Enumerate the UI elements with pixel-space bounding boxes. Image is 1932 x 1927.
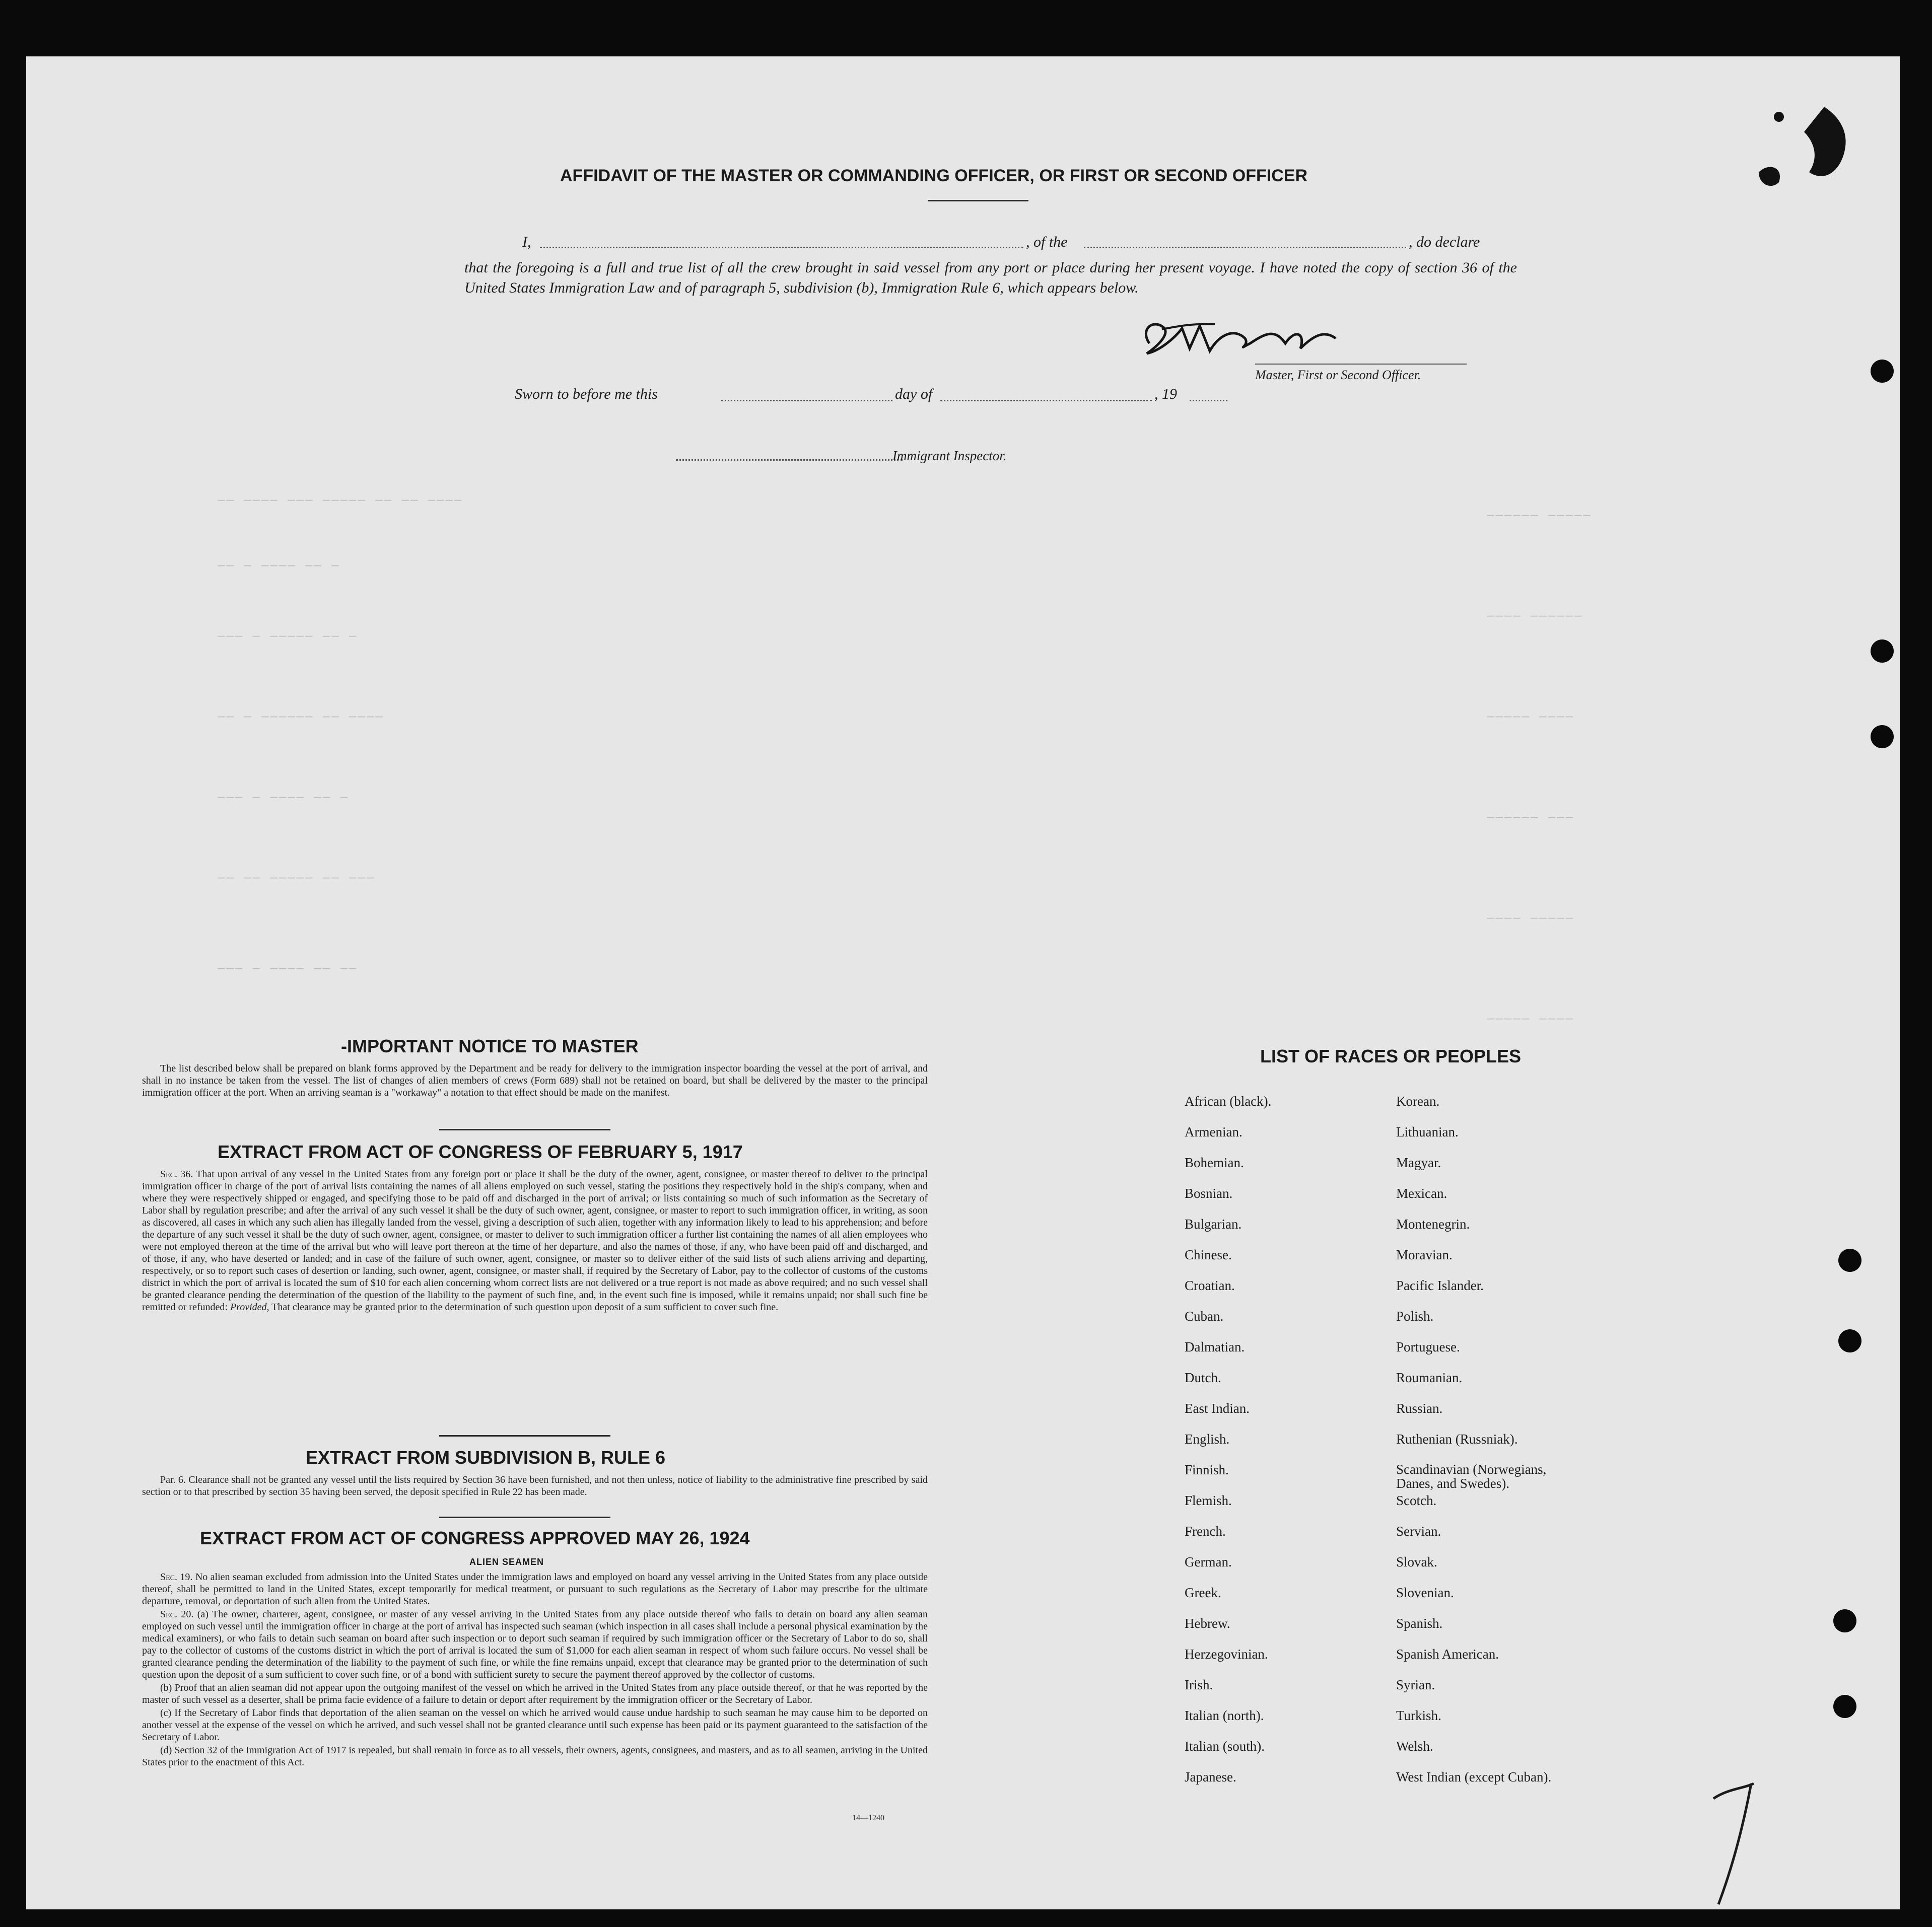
race-item: Armenian.: [1185, 1124, 1243, 1139]
handwritten-check-mark: [1703, 1768, 1764, 1909]
race-item: Dutch.: [1185, 1370, 1221, 1385]
race-item: Roumanian.: [1396, 1370, 1463, 1385]
notice-paragraph: The list described below shall be prepared on blank forms approved by the Department and be ready for delivery to the immigration inspector boarding the vessel at the port of arrival, and shall in no instance be taken from the vessel. The list of changes of alien members of crews (Form 689) shall not be retained on board, but shall be delivered by the master to the principal immigration officer at the port. When an arriving seaman is a "workaway" a notation to that effect should be made on the manifest.: [142, 1063, 928, 1098]
alien-seamen-subtitle: ALIEN SEAMEN: [469, 1557, 544, 1567]
race-item: Welsh.: [1396, 1739, 1433, 1754]
race-item: Slovenian.: [1396, 1585, 1454, 1600]
race-item: Scotch.: [1396, 1493, 1437, 1508]
race-item: Polish.: [1396, 1309, 1434, 1324]
extract-1917-body: [142, 1168, 928, 1314]
document-page: ── ──── ─── ───── ── ── ──── ── ─ ──── ── ─ ─── ─ ───── ── ─ ── ─ ────── ── ──── ─── ─ ──── ── ─ ── ── ───── ── ─── ─── ─ ──── ── ── ────── ───── ──── ────── ───── ──── ────── ─── ──── ───── ───── ──── AFFIDAVIT OF THE MASTER OR COMMANDING OFFICER, OR FIRST OR SECOND OFFICER I, , of the , do declare that the foregoing is a full and true list of all the crew brought in said vessel from any port or place during her present voyage. I have noted the copy of section 36 of the United States Immigration Law and of paragraph 5, subdivision (b), Immigration Rule 6, which appears below. Master, First or Second Officer. Sworn to before me this day of , 19 Immigrant Inspector. -IMPORTANT NOTICE TO MASTER The list described below shall be prepared on blank forms approved by the Department and be ready for delivery to the immigration inspector boarding the vessel at the port of arrival, and shall in no instance be taken from the vessel. The list of changes of alien members of crews (Form 689) shall not be retained on board, but shall be delivered by the master to the principal immigration officer at the port. When an arriving seaman is a "workaway" a notation to that effect should be made on the manifest. EXTRACT FROM ACT OF CONGRESS OF FEBRUARY 5, 1917 Sec. 36. That upon arrival of any vessel in the United States from any foreign port or place it shall be the duty of the owner, agent, consignee, or master thereof to deliver to the principal immigration officer in charge of the port of arrival lists containing the names of all aliens employed on such vessel, stating the positions they respectively hold in the ship's company, when and where they were respectively shipped or engaged, and specifying those to be paid off and discharged in the port of arrival; or lists containing so much of such information as the Secretary of Labor shall by regulation prescribe; and after the arrival of any such vessel it shall be the duty of such owner, agent, consignee, or master to report to such immigration officer, in writing, as soon as discovered, all cases in which any such alien has illegally landed from the vessel, giving a description of such alien, together with any information likely to lead to his apprehension; and before the departure of any such vessel it shall be the duty of such owner, agent, consignee, or master to deliver to such immigration officer a further list containing the names of all alien employees who were not employed thereon at the time of the arrival but who will leave port thereon at the time of her departure, and also the names of those, if any, who have been paid off and discharged, and of those, if any, who have deserted or landed; and in case of the failure of such owner, agent, consignee, or master so to deliver either of the said lists of such aliens arriving and departing, respectively, or so to report such cases of desertion or landing, such owner, agent, consignee, or master shall, if required by the Secretary of Labor, pay to the collector of customs of the customs district in which the port of arrival is located the sum of $10 for each alien concerning whom correct lists are not delivered or a true report is not made as above required; and no such vessel shall be granted clearance pending the determination of the question of the liability to the payment of such fine, and, in the event such fine is imposed, while it remains unpaid; nor shall such fine be remitted or refunded: Provided, That clearance may be granted prior to the determination of such question upon deposit of a sum sufficient to cover such fine. EXTRACT FROM SUBDIVISION B, RULE 6 Par. 6. Clearance shall not be granted any vessel until the lists required by Section 36 have been furnished, and not then unless, notice of liability to the administrative fine prescribed by said section or to that prescribed by section 35 having been served, the deposit specified in Rule 22 has been made. EXTRACT FROM ACT OF CONGRESS APPROVED MAY 26, 1924 ALIEN SEAMEN Sec. 19. No alien seaman excluded from admission into the United States under the immigration laws and employed on board any vessel arriving in the United States from any place outside thereof, shall be permitted to land in the United States, except temporarily for medical treatment, or pursuant to such regulations as the Secretary of Labor may prescribe for the ultimate departure, removal, or deportation of such alien from the United States. Sec. 20. (a) The owner, charterer, agent, consignee, or master of any vessel arriving in the United States from any place outside thereof who fails to detain on board any alien seaman employed on such vessel until the immigration officer in charge at the port of arrival has inspected such seaman (which inspection in all cases shall include a personal physical examination by the medical examiners), or who fails to detain such seaman on board after such inspection or to deport such seaman if required by such immigration officer or the Secretary of Labor to do so, shall pay to the collector of customs of the customs district in which the port of arrival is located the sum of $1,000 for each alien seaman in respect of whom such failure occurs. No vessel shall be granted clearance pending the determination of the liability to the payment of such fine, or while the fine remains unpaid, except that clearance may be granted prior to the determination of such question upon the deposit of a sum sufficient to cover such fine, or of a bond with sufficient surety to secure the payment thereof approved by the collector of customs. (b) Proof that an alien seaman did not appear upon the outgoing manifest of the vessel on which he arrived in the United States from any place outside thereof, or that he was reported by the master of such vessel as a deserter, shall be prima facie evidence of a failure to detain or deport after requirement by the immigration officer or the Secretary of Labor. (c) If the Secretary of Labor finds that deportation of the alien seaman on the vessel on which he arrived would cause undue hardship to such seaman he may cause him to be deported on another vessel at the expense of the vessel on which he arrived, and such vessel shall not be granted clearance until such expense has been paid or its payment guaranteed to the satisfaction of the Secretary of Labor. (d) Section 32 of the Immigration Act of 1917 is repealed, but shall remain in force as to all vessels, their owners, agents, consignees, and masters, and as to all seamen, arriving in the United States prior to the enactment of this Act. 14—1240 LIST OF RACES OR PEOPLES African (black). Armenian. Bohemian. Bosnian. Bulgarian. Chinese. Croatian. Cuban. Dalmatian. Dutch. East Indian. English. Finnish. Flemish. French. German. Greek. Hebrew. Herzegovinian. Irish. Italian (north). Italian (south). Japanese. Korean. Lithuanian. Magyar. Mexican. Montenegrin. Moravian. Pacific Islander. Polish. Portuguese. Roumanian. Russian. Ruthenian (Russniak). Scandinavian (Norwegians, Danes, and Swedes). Scotch. Servian. Slovak. Slovenian. Spanish. Spanish American. Syrian. Turkish. Welsh. West Indian (except Cuban).: [26, 56, 1900, 1909]
punch-hole: [1871, 639, 1894, 663]
affidavit-of-the: , of the: [1026, 234, 1068, 250]
race-item: Moravian.: [1396, 1247, 1453, 1262]
race-item: Slovak.: [1396, 1554, 1437, 1569]
extract-1924-body: [142, 1571, 928, 1769]
race-item: Spanish American.: [1396, 1647, 1499, 1662]
notice-body: [142, 1062, 928, 1100]
inspector-signature-field[interactable]: [676, 459, 903, 461]
affidavit-do-declare: , do declare: [1409, 234, 1480, 250]
section-divider: [439, 1435, 610, 1437]
race-item: African (black).: [1185, 1094, 1272, 1109]
sec-20-label: Sec. 20.: [160, 1609, 194, 1620]
sec-19-label: Sec. 19.: [160, 1572, 193, 1583]
notice-title-text: IMPORTANT NOTICE TO MASTER: [347, 1036, 639, 1056]
sec-36-label: Sec. 36.: [160, 1169, 193, 1180]
race-item: Italian (north).: [1185, 1708, 1264, 1723]
par-6-label: Par. 6.: [160, 1474, 186, 1485]
extract-1924-title: EXTRACT FROM ACT OF CONGRESS APPROVED MAY 26, 1924: [200, 1528, 750, 1548]
signature-caption: Master, First or Second Officer.: [1255, 368, 1421, 382]
race-item: Portuguese.: [1396, 1339, 1460, 1354]
sworn-day-field[interactable]: [721, 400, 892, 401]
punch-hole: [1871, 725, 1894, 748]
race-item: Cuban.: [1185, 1309, 1224, 1324]
sec-36-text: That upon arrival of any vessel in the United States from any foreign port or place it shall be the duty of the owner, agent, consignee, or master thereof to deliver to the principal immigration officer in charge of the port of arrival lists containing the names of all aliens employed on such vessel, stating the positions they respectively hold in the ship's company, when and where they were respectively shipped or engaged, and specifying those to be paid off and discharged in the port of arrival; or lists containing so much of such information as the Secretary of Labor shall by regulation prescribe; and after the arrival of any such vessel it shall be the duty of such owner, agent, consignee, or master to report to such immigration officer, in writing, as soon as discovered, all cases in which any such alien has illegally landed from the vessel, giving a description of such alien, together with any information likely to lead to his apprehension; and before the departure of any such vessel it shall be the duty of such owner, agent, consignee, or master to deliver to such immigration officer a further list containing the names of all alien employees who were not employed thereon at the time of the arrival but who will leave port thereon at the time of her departure, and also the names of those, if any, who have been paid off and discharged, and of those, if any, who have deserted or landed; and in case of the failure of such owner, agent, consignee, or master so to deliver either of the said lists of such aliens arriving and departing, respectively, or so to report such cases of desertion or landing, such owner, agent, consignee, or master shall, if required by the Secretary of Labor, pay to the collector of customs of the customs district in which the port of arrival is located the sum of $10 for each alien concerning whom correct lists are not delivered or a true report is not made as above required; and no such vessel shall be granted clearance pending the determination of the question of the liability to the payment of such fine, and, in the event such fine is imposed, while it remains unpaid; nor shall such fine be remitted or refunded:: [142, 1169, 928, 1313]
proviso-text: That clearance may be granted prior to the determination of such question upon deposit of a sum sufficient to cover such fine.: [271, 1302, 779, 1313]
race-item: Turkish.: [1396, 1708, 1441, 1723]
race-item: Chinese.: [1185, 1247, 1232, 1262]
race-item: Italian (south).: [1185, 1739, 1265, 1754]
race-item: Russian.: [1396, 1401, 1443, 1416]
punch-hole: [1838, 1249, 1861, 1272]
sec-20a-text: (a) The owner, charterer, agent, consignee, or master of any vessel arriving in the United States from any place outside thereof who fails to detain on board any alien seaman employed on such vessel until the immigration officer in charge at the port of arrival has inspected such seaman (which inspection in all cases shall include a personal physical examination by the medical examiners), or who fails to detain such seaman on board after such inspection or to deport such seaman if required by such immigration officer or the Secretary of Labor to do so, shall pay to the collector of customs of the customs district in which the port of arrival is located the sum of $1,000 for each alien seaman in respect of whom such failure occurs. No vessel shall be granted clearance pending the determination of the liability to the payment of such fine, or while the fine remains unpaid, except that clearance may be granted prior to the determination of such question upon the deposit of a sum sufficient to cover such fine, or of a bond with sufficient surety to secure the payment thereof approved by the collector of customs.: [142, 1609, 928, 1680]
punch-hole: [1838, 1329, 1861, 1352]
race-item: Hebrew.: [1185, 1616, 1230, 1631]
race-item: English.: [1185, 1432, 1230, 1447]
race-item: Syrian.: [1396, 1677, 1435, 1692]
ink-stain: [1749, 97, 1865, 197]
race-item: Herzegovinian.: [1185, 1647, 1268, 1662]
race-item: Bulgarian.: [1185, 1217, 1242, 1232]
sworn-year-field[interactable]: [1190, 400, 1227, 401]
race-item: Mexican.: [1396, 1186, 1447, 1201]
notice-title: -IMPORTANT NOTICE TO MASTER: [341, 1036, 639, 1056]
race-item: Japanese.: [1185, 1769, 1236, 1785]
race-item: Greek.: [1185, 1585, 1221, 1600]
vessel-name-field[interactable]: [1084, 247, 1406, 248]
title-underline: [928, 200, 1028, 201]
sec-20c-text: (c) If the Secretary of Labor finds that deportation of the alien seaman on the vessel on which he arrived would cause undue hardship to such seaman he may cause him to be deported on another vessel at the expense of the vessel on which he arrived, and such vessel shall not be granted clearance until such expense has been paid or its payment guaranteed to the satisfaction of the Secretary of Labor.: [142, 1707, 928, 1743]
affidavit-body: that the foregoing is a full and true list of all the crew brought in said vessel from any port or place during her present voyage. I have noted the copy of section 36 of the United States Immigration Law and of paragraph 5, subdivision (b), Immigration Rule 6, which appears below.: [464, 259, 1517, 296]
sworn-month-field[interactable]: [940, 400, 1152, 401]
section-divider: [439, 1129, 610, 1130]
race-item: Montenegrin.: [1396, 1217, 1470, 1232]
race-item: Lithuanian.: [1396, 1124, 1459, 1139]
proviso-label: Provided,: [230, 1302, 269, 1313]
race-item: Ruthenian (Russniak).: [1396, 1432, 1518, 1447]
form-number: 14—1240: [852, 1814, 884, 1822]
par-6-text: Clearance shall not be granted any vessel until the lists required by Section 36 have been furnished, and not then unless, notice of liability to the administrative fine prescribed by said section or to that prescribed by section 35 having been served, the deposit specified in Rule 22 has been made.: [142, 1474, 928, 1497]
day-of-label: day of: [895, 386, 933, 402]
affidavit-title: AFFIDAVIT OF THE MASTER OR COMMANDING OFFICER, OR FIRST OR SECOND OFFICER: [560, 166, 1307, 185]
sec-19-text: No alien seaman excluded from admission into the United States under the immigration laws and employed on board any vessel arriving in the United States from any place outside thereof, shall be permitted to land in the United States, except temporarily for medical treatment, or pursuant to such regulations as the Secretary of Labor may prescribe for the ultimate departure, removal, or deportation of such alien from the United States.: [142, 1572, 928, 1607]
race-item: Flemish.: [1185, 1493, 1232, 1508]
race-item: Finnish.: [1185, 1462, 1229, 1477]
extract-rule6-body: [142, 1474, 928, 1499]
inspector-label: Immigrant Inspector.: [892, 448, 1007, 463]
race-item: Spanish.: [1396, 1616, 1443, 1631]
race-item: Bohemian.: [1185, 1155, 1244, 1170]
race-item: Irish.: [1185, 1677, 1213, 1692]
race-item: Servian.: [1396, 1524, 1441, 1539]
year-label: , 19: [1154, 386, 1177, 402]
race-item: Bosnian.: [1185, 1186, 1233, 1201]
race-item: French.: [1185, 1524, 1226, 1539]
races-title: LIST OF RACES OR PEOPLES: [1260, 1046, 1522, 1066]
sec-20d-text: (d) Section 32 of the Immigration Act of 1917 is repealed, but shall remain in force as to all vessels, their owners, agents, consignees, and masters, and as to all seamen, arriving in the United States prior to the enactment of this Act.: [142, 1745, 928, 1768]
punch-hole: [1871, 360, 1894, 383]
race-item: Korean.: [1396, 1094, 1440, 1109]
race-item: Dalmatian.: [1185, 1339, 1245, 1354]
punch-hole: [1833, 1609, 1856, 1632]
race-item: West Indian (except Cuban).: [1396, 1769, 1552, 1785]
race-item: German.: [1185, 1554, 1232, 1569]
section-divider: [439, 1517, 610, 1518]
race-item: Scandinavian (Norwegians, Danes, and Swedes).: [1396, 1462, 1547, 1491]
sworn-label: Sworn to before me this: [515, 386, 658, 402]
extract-rule6-title: EXTRACT FROM SUBDIVISION B, RULE 6: [306, 1447, 666, 1468]
extract-1917-title: EXTRACT FROM ACT OF CONGRESS OF FEBRUARY 5, 1917: [218, 1141, 743, 1162]
race-item: Croatian.: [1185, 1278, 1235, 1293]
race-item: Magyar.: [1396, 1155, 1441, 1170]
race-item: East Indian.: [1185, 1401, 1250, 1416]
master-name-field[interactable]: [540, 247, 1023, 248]
signature-line: [1255, 364, 1467, 365]
sec-20b-text: (b) Proof that an alien seaman did not appear upon the outgoing manifest of the vessel on which he arrived in the United States from any place outside thereof, or that he was reported by the master of such vessel as a deserter, shall be prima facie evidence of a failure to detain or deport after requirement by the immigration officer or the Secretary of Labor.: [142, 1682, 928, 1705]
punch-hole: [1833, 1695, 1856, 1718]
affidavit-i-label: I,: [522, 234, 531, 250]
race-item: Pacific Islander.: [1396, 1278, 1484, 1293]
